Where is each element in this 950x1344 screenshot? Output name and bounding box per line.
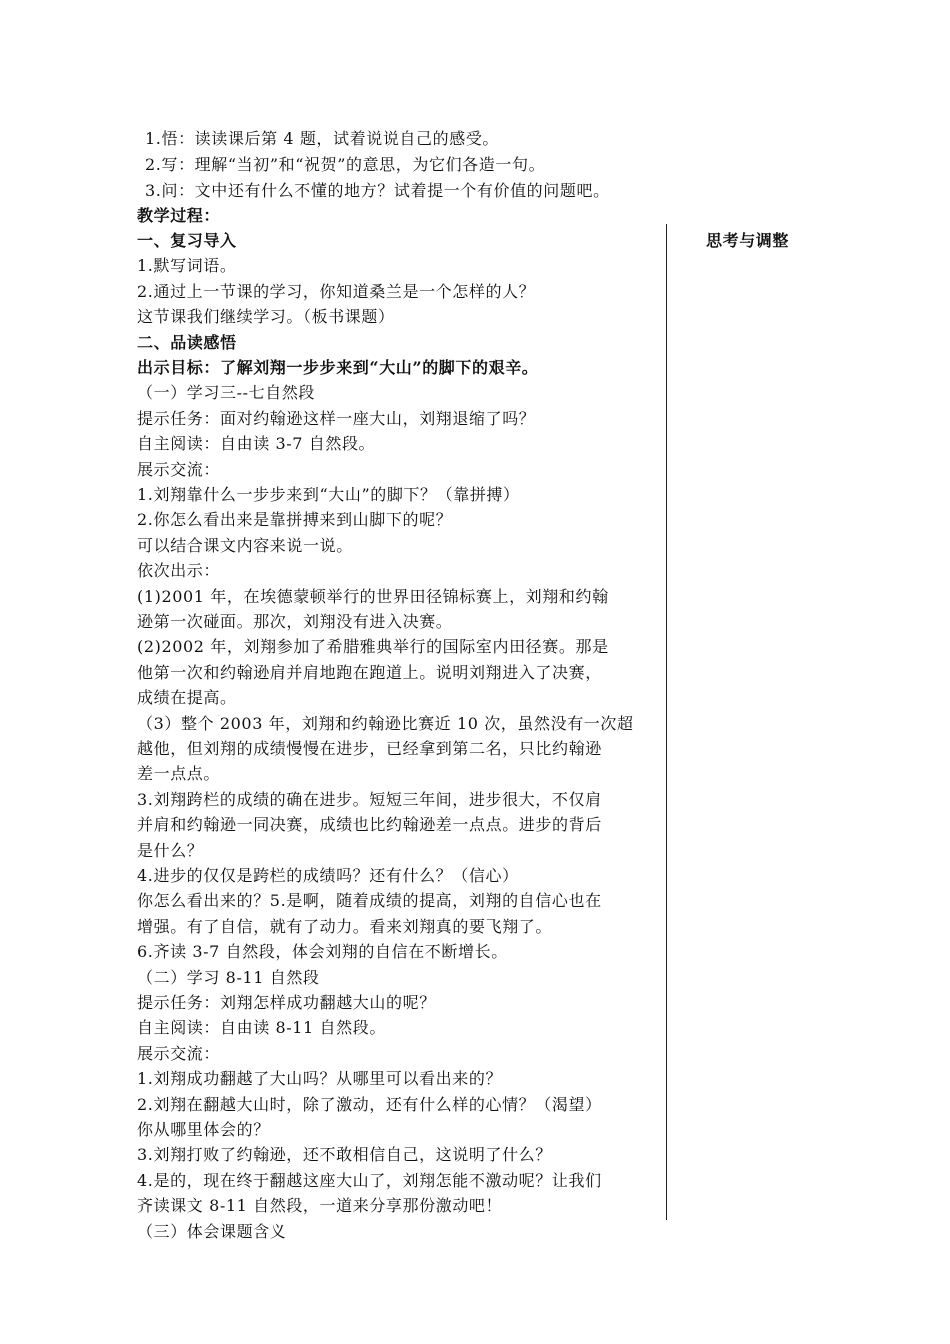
body-line: 3.刘翔打败了约翰逊，还不敢相信自己，这说明了什么？ xyxy=(137,1145,552,1164)
column-divider xyxy=(666,224,667,1220)
section-heading: 一、复习导入 xyxy=(137,231,237,250)
body-line: 1.默写词语。 xyxy=(137,256,237,275)
body-line: 逊第一次碰面。那次，刘翔没有进入决赛。 xyxy=(137,612,453,631)
side-column-heading: 思考与调整 xyxy=(706,231,790,250)
body-line: 他第一次和约翰逊肩并肩地跑在跑道上。说明刘翔进入了决赛， xyxy=(137,663,602,682)
objective-line: 3.问：文中还有什么不懂的地方？试着提一个有价值的问题吧。 xyxy=(145,181,610,200)
body-line: 提示任务：刘翔怎样成功翻越大山的呢？ xyxy=(137,993,436,1012)
body-line: 差一点点。 xyxy=(137,764,221,783)
body-line: 1.刘翔成功翻越了大山吗？从哪里可以看出来的？ xyxy=(137,1069,503,1088)
body-line: 4.进步的仅仅是跨栏的成绩吗？还有什么？（信心） xyxy=(137,866,519,885)
body-line: 你从哪里体会的？ xyxy=(137,1120,270,1139)
section-heading: 二、品读感悟 xyxy=(137,333,237,352)
body-line: 越他，但刘翔的成绩慢慢在进步，已经拿到第二名，只比约翰逊 xyxy=(137,739,602,758)
body-line: 4.是的，现在终于翻越这座大山了，刘翔怎能不激动呢？让我们 xyxy=(137,1171,602,1190)
body-line: 成绩在提高。 xyxy=(137,688,237,707)
body-line: 展示交流： xyxy=(137,1044,221,1063)
body-line: 并肩和约翰逊一同决赛，成绩也比约翰逊差一点点。进步的背后 xyxy=(137,815,602,834)
objective-line: 1.悟：读读课后第 4 题，试着说说自己的感受。 xyxy=(145,129,500,148)
body-line: 展示交流： xyxy=(137,460,221,479)
body-line: （三）体会课题含义 xyxy=(137,1222,287,1241)
body-line: （3）整个 2003 年，刘翔和约翰逊比赛近 10 次，虽然没有一次超 xyxy=(137,714,634,733)
body-line: (2)2002 年，刘翔参加了希腊雅典举行的国际室内田径赛。那是 xyxy=(137,637,609,656)
section-heading: 出示目标：了解刘翔一步步来到“大山”的脚下的艰辛。 xyxy=(137,358,539,377)
body-line: 1.刘翔靠什么一步步来到“大山”的脚下？（靠拼搏） xyxy=(137,485,520,504)
body-line: 自主阅读：自由读 8-11 自然段。 xyxy=(137,1018,386,1037)
body-line: 你怎么看出来的？5.是啊，随着成绩的提高，刘翔的自信心也在 xyxy=(137,891,602,910)
body-line: 这节课我们继续学习。（板书课题） xyxy=(137,307,395,326)
process-heading: 教学过程： xyxy=(137,206,221,225)
body-line: 6.齐读 3-7 自然段，体会刘翔的自信在不断增长。 xyxy=(137,942,508,961)
body-line: 依次出示： xyxy=(137,561,221,580)
objective-line: 2.写：理解“当初”和“祝贺”的意思，为它们各造一句。 xyxy=(145,155,546,174)
body-line: 提示任务：面对约翰逊这样一座大山，刘翔退缩了吗？ xyxy=(137,409,536,428)
body-line: 3.刘翔跨栏的成绩的确在进步。短短三年间，进步很大，不仅肩 xyxy=(137,790,602,809)
body-line: 齐读课文 8-11 自然段，一道来分享那份激动吧！ xyxy=(137,1196,503,1215)
body-line: （二）学习 8-11 自然段 xyxy=(137,968,320,987)
body-line: 自主阅读：自由读 3-7 自然段。 xyxy=(137,434,376,453)
body-line: 2.通过上一节课的学习，你知道桑兰是一个怎样的人？ xyxy=(137,282,536,301)
body-line: 增强。有了自信，就有了动力。看来刘翔真的要飞翔了。 xyxy=(137,917,553,936)
body-line: (1)2001 年，在埃德蒙顿举行的世界田径锦标赛上，刘翔和约翰 xyxy=(137,587,609,606)
body-line: 是什么？ xyxy=(137,841,204,860)
body-line: 可以结合课文内容来说一说。 xyxy=(137,536,353,555)
body-line: 2.你怎么看出来是靠拼搏来到山脚下的呢？ xyxy=(137,510,453,529)
body-line: （一）学习三--七自然段 xyxy=(137,383,316,402)
body-line: 2.刘翔在翻越大山时，除了激动，还有什么样的心情？（渴望） xyxy=(137,1095,602,1114)
